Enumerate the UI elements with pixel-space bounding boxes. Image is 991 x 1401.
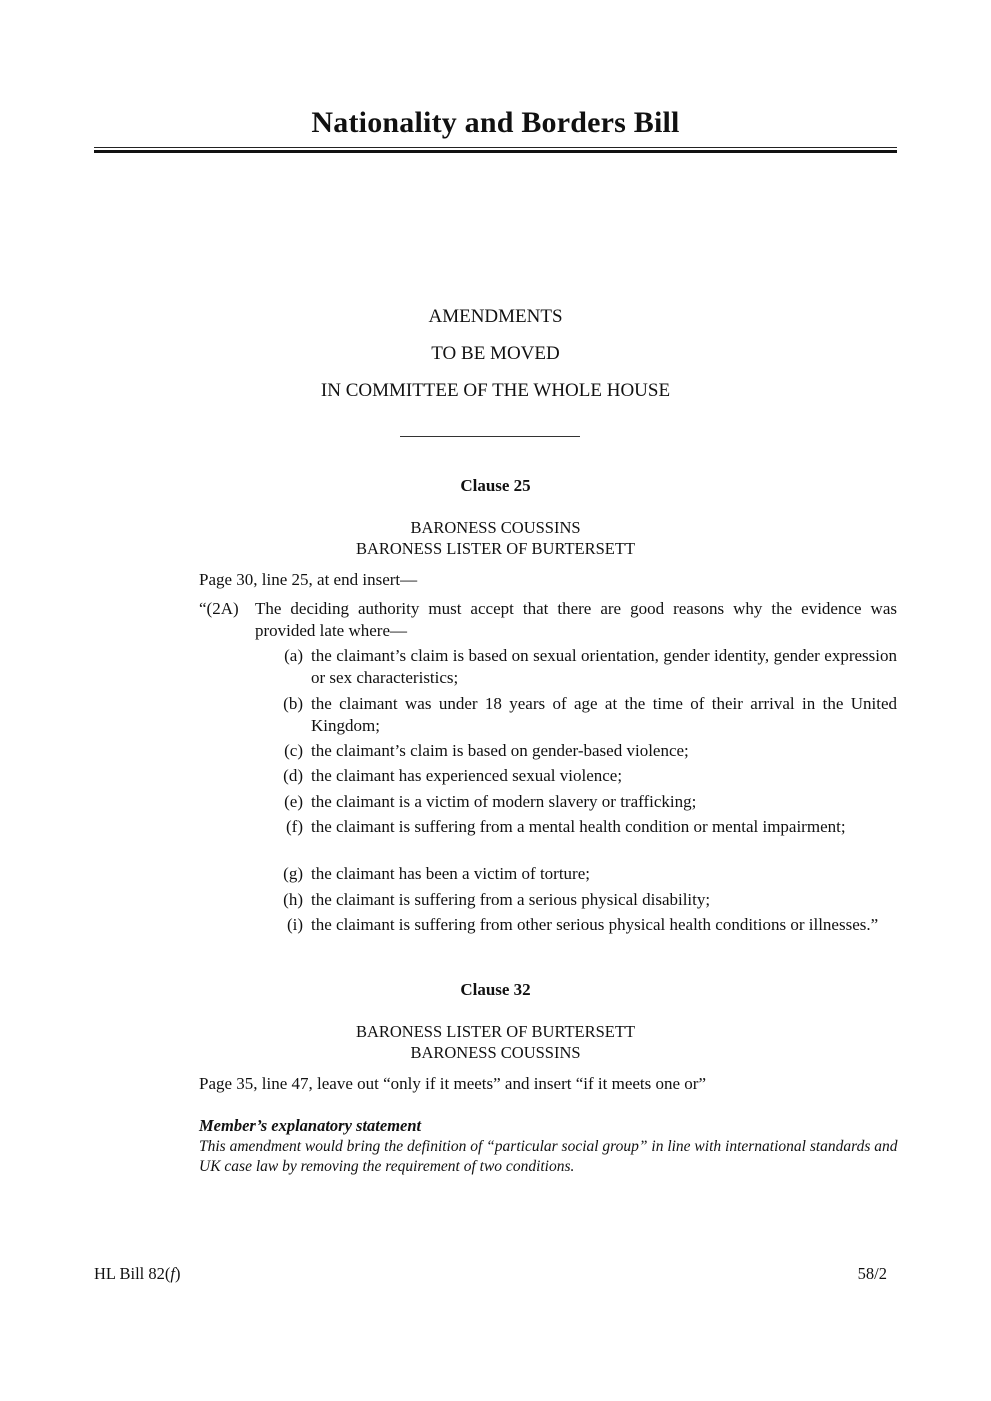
sponsor-name: BARONESS LISTER OF BURTERSETT [355, 1022, 636, 1041]
bill-reference-letter: f [170, 1264, 175, 1283]
explanatory-statement-text: This amendment would bring the definition of “particular social group” in line with international standards and UK case law by removing the requirement of two conditions. [199, 1138, 898, 1175]
item-text: the claimant is suffering from other serious physical health conditions or illnesses.” [311, 915, 879, 934]
item-text: the claimant is a victim of modern slavery or trafficking; [311, 792, 697, 811]
item-label: (c) [284, 741, 303, 760]
document-title: Nationality and Borders Bill [311, 106, 680, 139]
amendment-instruction: Page 30, line 25, at end insert— [199, 570, 418, 589]
explanatory-statement-heading: Member’s explanatory statement [199, 1116, 422, 1135]
amendment-instruction: Page 35, line 47, leave out “only if it meets” and insert “if it meets one or” [199, 1074, 707, 1093]
item-label: (d) [283, 766, 303, 785]
item-text: the claimant is suffering from a mental health condition or mental impairment; [311, 817, 846, 836]
item-label: (f) [286, 817, 303, 836]
page-reference: 58/2 [857, 1264, 887, 1283]
sponsor-name: BARONESS COUSSINS [410, 518, 581, 537]
item-label: (b) [283, 694, 303, 713]
clause-heading: Clause 25 [460, 476, 531, 495]
item-text: the claimant’s claim is based on sexual orientation, gender identity, gender expression or sex characteristics; [311, 646, 897, 687]
item-text: the claimant is suffering from a serious physical disability; [311, 890, 711, 909]
subsection-text: The deciding authority must accept that there are good reasons why the evidence was provided late where— [255, 599, 897, 640]
item-label: (i) [286, 915, 303, 934]
sponsor-name: BARONESS COUSSINS [410, 1043, 581, 1062]
bill-reference-suffix: ) [174, 1264, 181, 1283]
heading-to-be-moved: TO BE MOVED [431, 343, 560, 364]
heading-committee: IN COMMITTEE OF THE WHOLE HOUSE [320, 380, 671, 401]
item-text: the claimant has experienced sexual violence; [311, 766, 623, 785]
item-label: (e) [284, 792, 303, 811]
bill-reference-prefix: HL Bill 82( [94, 1264, 171, 1283]
heading-amendments: AMENDMENTS [428, 306, 563, 327]
item-label: (g) [283, 864, 303, 883]
item-text: the claimant has been a victim of torture; [311, 864, 590, 883]
item-text: the claimant’s claim is based on gender-based violence; [311, 741, 689, 760]
subsection-label: “(2A) [199, 599, 239, 618]
item-label: (h) [283, 890, 303, 909]
bill-reference [94, 1264, 180, 1284]
section-divider [400, 436, 580, 437]
title-rule-thin [94, 147, 897, 148]
item-text: the claimant was under 18 years of age at the time of their arrival in the United Kingdom; [311, 694, 897, 735]
sponsor-name: BARONESS LISTER OF BURTERSETT [355, 539, 636, 558]
title-rule-thick [94, 150, 897, 153]
clause-heading: Clause 32 [460, 980, 531, 999]
item-label: (a) [284, 646, 303, 665]
